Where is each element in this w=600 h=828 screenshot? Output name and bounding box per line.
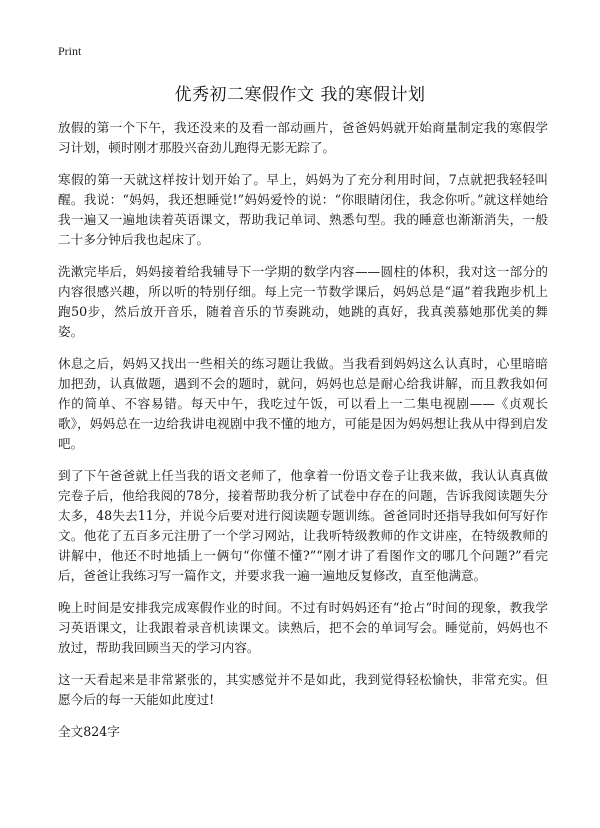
paragraph: 这一天看起来是非常紧张的，其实感觉并不是如此，我到觉得轻松愉快，非常充实。但愿今后的每一天能如此度过! <box>58 672 548 707</box>
page-title: 优秀初二寒假作文 我的寒假计划 <box>174 85 426 105</box>
paragraph: 洗漱完毕后，妈妈接着给我辅导下一学期的数学内容——圆柱的体积，我对这一部分的内容很感兴趣，所以听的特别仔细。每上完一节数学课后，妈妈总是“逼”着我跑步机上跑50步，然后放开音乐，随着音乐的节奏跳动，她跳的真好，我真羡慕她那优美的舞姿。 <box>58 264 548 339</box>
paragraph: 放假的第一个下午，我还没来的及看一部动画片，爸爸妈妈就开始商量制定我的寒假学习计划，顿时刚才那股兴奋劲儿跑得无影无踪了。 <box>58 120 548 155</box>
paragraph: 休息之后，妈妈又找出一些相关的练习题让我做。当我看到妈妈这么认真时，心里暗暗加把劲，认真做题，遇到不会的题时，就问，妈妈也总是耐心给我讲解，而且教我如何作的简单、不容易错。每天中午，我吃过午饭，可以看上一二集电视剧——《贞观长歌》，妈妈总在一边给我讲电视剧中我不懂的地方，可能是因为妈妈想让我从中得到启发吧。 <box>58 356 548 451</box>
paragraph: 到了下午爸爸就上任当我的语文老师了，他拿着一份语文卷子让我来做，我认认真真做完卷子后，他给我阅的78分，接着帮助我分析了试卷中存在的问题，告诉我阅读题失分太多，48失去11分，并说今后要对进行阅读题专题训练。爸爸同时还指导我如何写好作文。他花了五百多元注册了一个学习网站，让我听特级教师的作文讲座，在特级教师的讲解中，他还不时地插上一俩句“你懂不懂?”“刚才讲了看图作文的哪几个问题?”看完后，爸爸让我练习写一篇作文，并要求我一遍一遍地反复修改，直至他满意。 <box>58 468 548 583</box>
word-count: 全文824字 <box>58 724 120 739</box>
paragraph: 寒假的第一天就这样按计划开始了。早上，妈妈为了充分利用时间，7点就把我轻轻叫醒。我说：“妈妈，我还想睡觉!”妈妈爱怜的说：“你眼睛闭住，我念你听。”就这样她给我一遍又一遍地读着英语课文，帮助我记单词、熟悉句型。我的睡意也渐渐消失，一般二十多分钟后我也起床了。 <box>58 172 548 247</box>
print-link[interactable]: Print <box>58 44 82 58</box>
paragraph: 晚上时间是安排我完成寒假作业的时间。不过有时妈妈还有“抢占”时间的现象，教我学习英语课文，让我跟着录音机读课文。读熟后，把不会的单词写会。睡觉前，妈妈也不放过，帮助我回顾当天的学习内容。 <box>58 600 548 655</box>
article-body <box>58 118 548 742</box>
